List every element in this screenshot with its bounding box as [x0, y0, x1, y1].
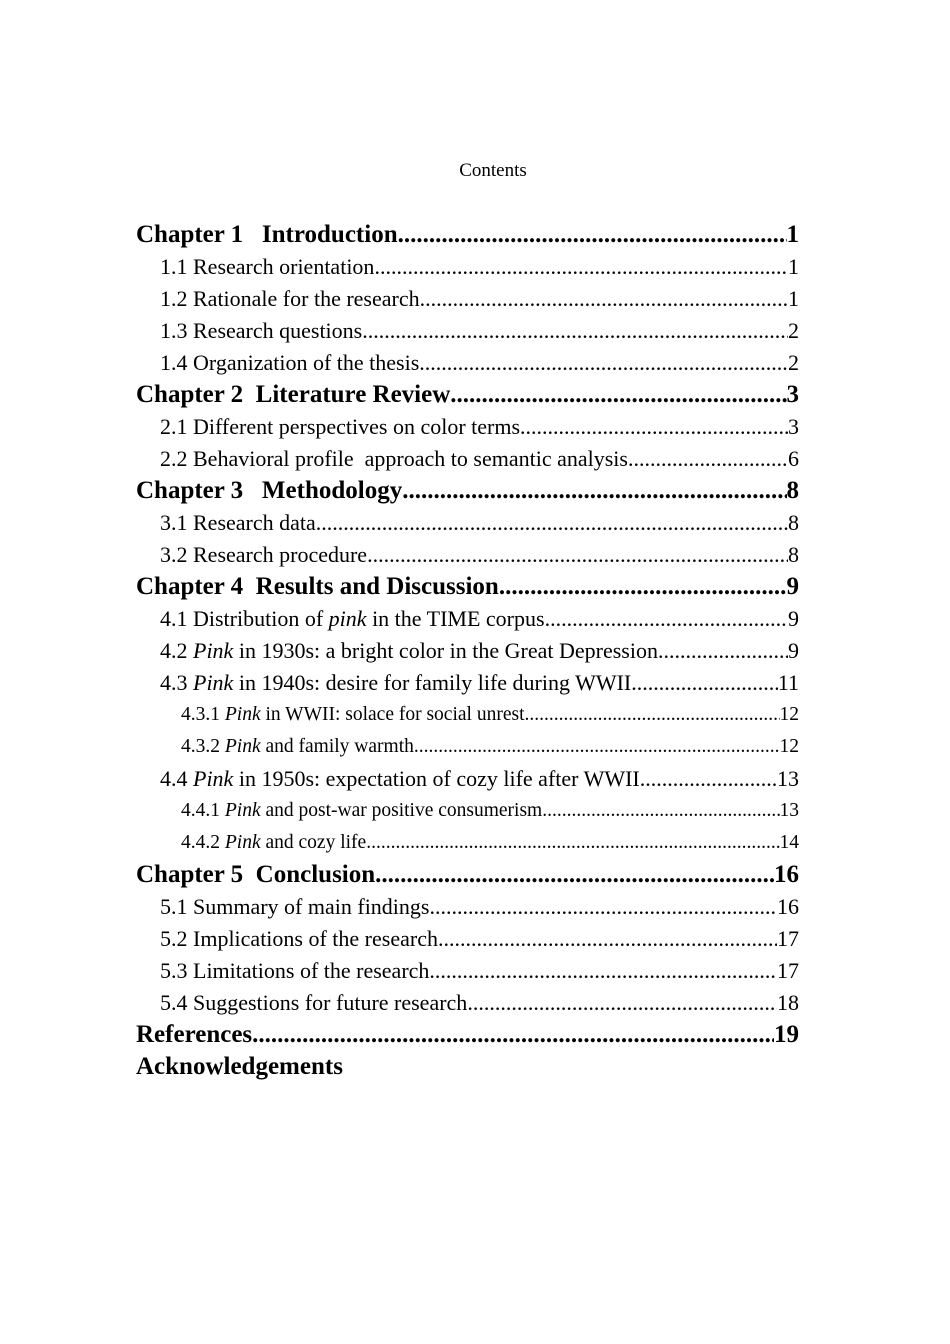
toc-dot-leader — [419, 347, 788, 379]
toc-dot-leader — [402, 475, 786, 507]
toc-entry-title-part: 4.3.2 — [181, 736, 225, 757]
toc-entry-title — [181, 699, 525, 731]
toc-entry-title-part: 3.1 Research data — [160, 510, 316, 535]
toc-entry-title-part: 5.3 Limitations of the research — [160, 958, 430, 983]
toc-dot-leader — [628, 443, 788, 475]
toc-entry-title — [160, 411, 520, 443]
toc-dot-leader — [429, 891, 777, 923]
table-of-contents — [136, 219, 799, 1083]
toc-entry-title — [160, 443, 628, 475]
toc-entry-title-part: 5.2 Implications of the research — [160, 926, 438, 951]
toc-entry-title-part: in 1930s: a bright color in the Great Depression — [233, 638, 658, 663]
toc-page-number: 8 — [786, 477, 799, 504]
toc-entry-title-part: 2.1 Different perspectives on color terms — [160, 414, 521, 439]
toc-dot-leader — [398, 219, 787, 251]
toc-section-entry[interactable] — [136, 411, 799, 443]
toc-dot-leader — [252, 1019, 774, 1051]
toc-entry-title-part: in WWII: solace for social unrest — [260, 704, 525, 725]
toc-entry-title — [160, 315, 362, 347]
toc-page-number: 9 — [788, 638, 799, 663]
toc-entry-title — [160, 987, 467, 1019]
toc-dot-leader — [542, 795, 779, 827]
toc-entry-title-part: 1.1 Research orientation — [160, 254, 375, 279]
toc-section-entry[interactable] — [136, 283, 799, 315]
toc-entry-title-part: and post-war positive consumerism — [260, 800, 543, 821]
toc-chapter-entry[interactable] — [136, 219, 799, 251]
toc-entry-title — [136, 379, 450, 411]
toc-section-entry[interactable] — [136, 987, 799, 1019]
toc-entry-title — [160, 347, 419, 379]
toc-page-number: 8 — [788, 542, 799, 567]
toc-chapter-entry[interactable] — [136, 859, 799, 891]
toc-dot-leader — [414, 731, 780, 763]
toc-chapter-entry[interactable] — [136, 571, 799, 603]
toc-entry-title-italic: Pink — [193, 670, 234, 695]
toc-page-number: 11 — [777, 670, 799, 695]
toc-entry-title-part: 1.4 Organization of the thesis — [160, 350, 420, 375]
toc-section-entry[interactable] — [136, 507, 799, 539]
toc-entry-title-part: 4.4.1 — [181, 800, 225, 821]
toc-page-number: 17 — [777, 926, 799, 951]
toc-section-entry[interactable] — [136, 891, 799, 923]
toc-dot-leader — [374, 251, 788, 283]
toc-section-entry[interactable] — [136, 347, 799, 379]
toc-subsection-entry[interactable] — [136, 731, 799, 763]
toc-entry-title — [160, 507, 316, 539]
toc-entry-title — [136, 571, 499, 603]
toc-entry-title — [136, 859, 375, 891]
toc-section-entry[interactable] — [136, 635, 799, 667]
toc-dot-leader — [631, 667, 778, 699]
toc-entry-title-part: 4.4 — [160, 766, 193, 791]
toc-section-entry[interactable] — [136, 923, 799, 955]
toc-entry-title-part: in 1940s: desire for family life during WWII — [233, 670, 632, 695]
toc-entry-title — [160, 635, 658, 667]
toc-chapter-entry[interactable] — [136, 1051, 799, 1083]
toc-page-number: 3 — [786, 381, 799, 408]
toc-chapter-entry[interactable] — [136, 475, 799, 507]
toc-entry-title — [160, 923, 438, 955]
toc-entry-title-part: 1.3 Research questions — [160, 318, 363, 343]
toc-dot-leader — [450, 379, 786, 411]
toc-page-number: 14 — [779, 832, 799, 853]
toc-entry-title-italic: pink — [328, 606, 367, 631]
toc-dot-leader — [362, 315, 788, 347]
toc-entry-title — [160, 667, 631, 699]
toc-page-number: 1 — [788, 286, 799, 311]
toc-entry-title-part: 4.3.1 — [181, 704, 225, 725]
toc-entry-title-italic: Pink — [224, 704, 261, 725]
toc-entry-title — [160, 603, 545, 635]
toc-page-number: 17 — [777, 958, 799, 983]
toc-entry-title — [160, 891, 429, 923]
toc-page-number: 6 — [788, 446, 799, 471]
toc-section-entry[interactable] — [136, 603, 799, 635]
toc-page-number: 2 — [788, 350, 799, 375]
toc-dot-leader — [367, 539, 788, 571]
toc-entry-title-part: 5.1 Summary of main findings — [160, 894, 430, 919]
toc-subsection-entry[interactable] — [136, 827, 799, 859]
toc-entry-title-part: 4.4.2 — [181, 832, 225, 853]
toc-page-number: 19 — [774, 1021, 799, 1048]
toc-page-number: 1 — [788, 254, 799, 279]
toc-section-entry[interactable] — [136, 955, 799, 987]
toc-page-number: 12 — [779, 736, 799, 757]
toc-entry-title-part: Chapter 1 Introduction — [136, 221, 398, 248]
toc-entry-title-part: 3.2 Research procedure — [160, 542, 368, 567]
toc-page-number: 1 — [786, 221, 799, 248]
toc-entry-title — [136, 475, 402, 507]
toc-section-entry[interactable] — [136, 251, 799, 283]
toc-subsection-entry[interactable] — [136, 795, 799, 827]
toc-entry-title — [160, 283, 420, 315]
toc-entry-title-part: in 1950s: expectation of cozy life after WWII — [233, 766, 640, 791]
toc-page-number: 18 — [777, 990, 799, 1015]
toc-entry-title-part: and family warmth — [260, 736, 414, 757]
toc-page-number: 9 — [788, 606, 799, 631]
toc-page-number: 3 — [788, 414, 799, 439]
toc-entry-title-part: Acknowledgements — [136, 1053, 343, 1080]
toc-dot-leader — [420, 283, 788, 315]
toc-entry-title — [160, 763, 640, 795]
toc-entry-title — [160, 539, 367, 571]
toc-chapter-entry[interactable] — [136, 1019, 799, 1051]
toc-chapter-entry[interactable] — [136, 379, 799, 411]
toc-entry-title-part: 5.4 Suggestions for future research — [160, 990, 468, 1015]
toc-entry-title — [181, 827, 366, 859]
toc-entry-title-part: 2.2 Behavioral profile approach to semantic analysis — [160, 446, 628, 471]
toc-entry-title — [181, 731, 414, 763]
toc-entry-title — [160, 955, 429, 987]
toc-entry-title-part: Chapter 3 Methodology — [136, 477, 403, 504]
toc-entry-title-italic: Pink — [224, 832, 261, 853]
toc-entry-title-part: 1.2 Rationale for the research — [160, 286, 420, 311]
toc-entry-title — [136, 1019, 252, 1051]
toc-section-entry[interactable] — [136, 667, 799, 699]
toc-section-entry[interactable] — [136, 539, 799, 571]
toc-entry-title-part: in the TIME corpus — [366, 606, 545, 631]
toc-page-number: 8 — [788, 510, 799, 535]
toc-entry-title-italic: Pink — [224, 736, 261, 757]
toc-page-number: 12 — [779, 704, 799, 725]
toc-entry-title-italic: Pink — [193, 638, 234, 663]
toc-dot-leader — [438, 923, 777, 955]
toc-dot-leader — [366, 827, 779, 859]
toc-page-number: 9 — [786, 573, 799, 600]
toc-dot-leader — [467, 987, 777, 1019]
toc-entry-title-part: Chapter 4 Results and Discussion — [136, 573, 499, 600]
toc-subsection-entry[interactable] — [136, 699, 799, 731]
toc-entry-title-part: 4.3 — [160, 670, 193, 695]
toc-entry-title — [136, 1051, 343, 1083]
toc-dot-leader — [640, 763, 777, 795]
toc-entry-title-part: Chapter 5 Conclusion — [136, 861, 376, 888]
toc-entry-title-part: References — [136, 1021, 253, 1048]
toc-dot-leader — [545, 603, 788, 635]
toc-dot-leader — [316, 507, 788, 539]
toc-entry-title — [136, 219, 398, 251]
toc-dot-leader — [520, 411, 788, 443]
toc-dot-leader — [429, 955, 777, 987]
toc-entry-title-italic: Pink — [224, 800, 261, 821]
toc-page-number: 2 — [788, 318, 799, 343]
toc-entry-title-part: and cozy life — [260, 832, 367, 853]
toc-entry-title — [181, 795, 542, 827]
toc-entry-title — [160, 251, 374, 283]
toc-section-entry[interactable] — [136, 443, 799, 475]
toc-page-number: 13 — [777, 766, 799, 791]
toc-dot-leader — [499, 571, 787, 603]
toc-dot-leader — [375, 859, 774, 891]
toc-section-entry[interactable] — [136, 315, 799, 347]
toc-entry-title-italic: Pink — [193, 766, 234, 791]
toc-entry-title-part: 4.2 — [160, 638, 193, 663]
toc-entry-title-part: Chapter 2 Literature Review — [136, 381, 451, 408]
toc-section-entry[interactable] — [136, 763, 799, 795]
toc-entry-title-part: 4.1 Distribution of — [160, 606, 329, 631]
toc-page-number: 16 — [774, 861, 799, 888]
page-title: Contents — [459, 160, 527, 181]
toc-dot-leader — [658, 635, 788, 667]
toc-page-number: 13 — [779, 800, 799, 821]
toc-dot-leader — [525, 699, 780, 731]
toc-page-number: 16 — [777, 894, 799, 919]
